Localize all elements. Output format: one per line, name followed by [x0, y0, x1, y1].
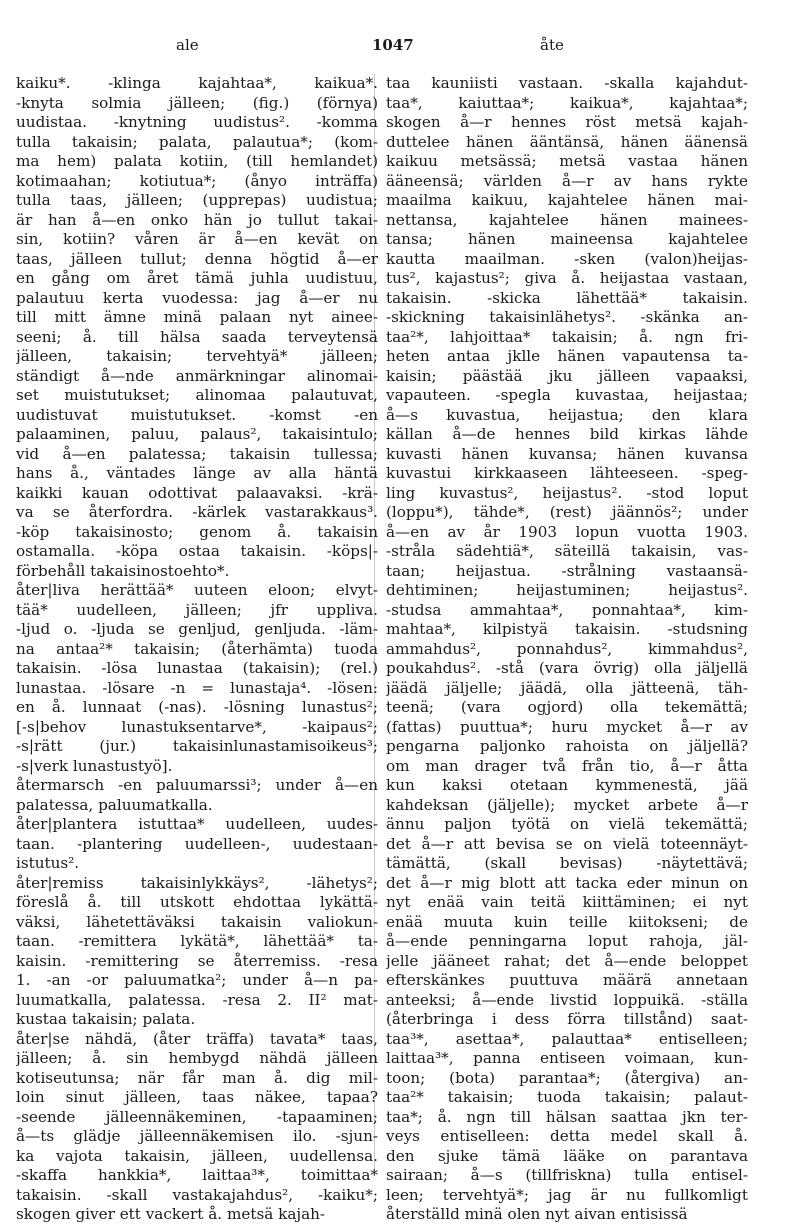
text-line: palatessa, paluumatkalla. [16, 795, 213, 814]
text-line: tämättä, (skall bevisas) -näytettävä; [386, 854, 748, 872]
text-line: tus², kajastus²; giva å. heijastaa vastaan, [386, 269, 748, 287]
text-line: lunastaa. -lösare -n = lunastaja⁴. -lösen: [16, 678, 378, 697]
text-line: istutus². [16, 854, 80, 872]
text-line: toon; (bota) parantaa*; (återgiva) an- [386, 1068, 748, 1087]
text-line: ma hem) palata kotiin, (till hemlandet) [16, 152, 378, 170]
text-line: uudistaa. -knytning uudistus². -komma [16, 113, 378, 131]
text-line: föreslå å. till utskott ehdottaa lykättä- [16, 893, 378, 911]
text-line: (återbringa i dess förra tillstånd) saat- [386, 1010, 748, 1028]
text-line: seeni; å. till hälsa saada terveytensä [16, 327, 378, 346]
header-right-guideword: åte [540, 36, 564, 54]
text-line: kaisin; päästää jku jälleen vapaaksi, [386, 366, 748, 385]
text-line: ännu paljon työtä on vielä tekemättä; [386, 815, 748, 833]
text-line: åter|plantera istuttaa* uudelleen, uudes- [16, 815, 378, 833]
text-line: är han å—en onko hän jo tullut takai- [16, 210, 378, 229]
text-line: å—en av år 1903 lopun vuotta 1903. [386, 522, 748, 541]
text-line: kahdeksan (jäljelle); mycket arbete å—r [386, 795, 748, 814]
text-line: -stråla sädehtiä*, säteillä takaisin, vas- [386, 542, 748, 560]
text-line: kautta maailman. -sken (valon)heijas- [386, 249, 748, 268]
text-line: kaikki kauan odottivat palaavaksi. -krä- [16, 483, 378, 502]
text-line: heten antaa jklle hänen vapautensa ta- [386, 347, 748, 365]
text-line: taan. -plantering uudelleen-, uudestaan- [16, 834, 378, 853]
text-line: ääneensä; världen å—r av hans rykte [386, 171, 748, 190]
text-line: taas, jälleen tullut; denna högtid å—er [16, 249, 378, 268]
text-line: duttelee hänen ääntänsä, hänen äänensä [386, 132, 748, 151]
text-line: åter|se nähdä, (åter träffa) tavata* taas, [16, 1029, 378, 1048]
text-line: jälleen, takaisin; tervehtyä* jälleen; [16, 347, 378, 365]
text-line: -knyta solmia jälleen; (fig.) (förnya) [16, 93, 378, 112]
text-line: den sjuke tämä lääke on parantava [386, 1146, 748, 1165]
text-line: väksi, lähetettäväksi takaisin valiokun- [16, 912, 378, 931]
text-line: palaaminen, paluu, palaus², takaisintulo; [16, 425, 378, 443]
text-line: 1. -an -or paluumatka²; under å—n pa- [16, 971, 378, 989]
text-line: jälleen; å. sin hembygd nähdä jälleen [16, 1049, 378, 1067]
text-line: takaisin. -lösa lunastaa (takaisin); (rel.) [16, 659, 378, 677]
text-line: (loppu*), tähde*, (rest) jäännös²; under [386, 503, 748, 521]
text-line: palautuu kerta vuodessa: jag å—er nu [16, 288, 378, 307]
text-line: (fattas) puuttua*; huru mycket å—r av [386, 717, 748, 736]
text-line: -seende jälleennäkeminen, -tapaaminen; [16, 1107, 378, 1126]
text-line: teenä; (vara ogjord) olla tekemättä; [386, 698, 748, 716]
text-line: en å. lunnaat (-nas). -lösning lunastus²; [16, 698, 378, 716]
text-line: taa²* takaisin; tuoda takaisin; palaut- [386, 1088, 748, 1106]
text-line: na antaa²* takaisin; (återhämta) tuoda [16, 639, 378, 658]
text-line: kuvasti hänen kuvansa; hänen kuvansa [386, 444, 748, 463]
text-line: set muistutukset; alinomaa palautuvat, [16, 386, 378, 404]
text-line: ka vajota takaisin, jälleen, uudellensa. [16, 1146, 378, 1165]
text-line: det å—r mig blott att tacka eder minun on [386, 873, 748, 892]
text-line: tulla takaisin; palata, palautua*; (kom- [16, 132, 378, 151]
text-line: tansa; hänen maineensa kajahtelee [386, 230, 748, 248]
text-line: leen; tervehtyä*; jag är nu fullkomligt [386, 1185, 748, 1204]
text-line: takaisin. -skall vastakajahdus², -kaiku*; [16, 1185, 378, 1204]
text-line: kustaa takaisin; palata. [16, 1010, 196, 1028]
text-line: loin sinut jälleen, taas näkee, tapaa? [16, 1088, 378, 1106]
text-line: -studsa ammahtaa*, ponnahtaa*, kim- [386, 600, 748, 619]
text-line: ammahdus², ponnahdus², kimmahdus², [386, 639, 748, 658]
text-line: ständigt å—nde anmärkningar alinomai- [16, 366, 378, 385]
text-line: taa³*, asettaa*, palauttaa* entiselleen; [386, 1029, 748, 1048]
text-line: taa*; å. ngn till hälsan saattaa jkn ter- [386, 1107, 748, 1126]
text-line: tulla taas, jälleen; (upprepas) uudistua; [16, 191, 378, 209]
page-header [0, 36, 792, 60]
text-line: laittaa³*, panna entiseen voimaan, kun- [386, 1049, 748, 1067]
text-line: veys entiselleen: detta medel skall å. [386, 1127, 748, 1145]
text-line: taa kauniisti vastaan. -skalla kajahdut- [386, 74, 748, 92]
text-line: till mitt ämne minä palaan nyt ainee- [16, 308, 378, 326]
text-line: förbehåll takaisinostoehto*. [16, 561, 230, 580]
text-line: uudistuvat muistutukset. -komst -en [16, 405, 378, 424]
text-line: kaiku*. -klinga kajahtaa*, kaikua*. [16, 74, 378, 92]
text-line: pengarna paljonko rahoista on jäljellä? [386, 737, 748, 755]
text-line: en gång om året tämä juhla uudistuu, [16, 269, 378, 287]
text-line: om man drager två från tio, å—r åtta [386, 756, 748, 775]
text-line: kuvastui kirkkaaseen lähteeseen. -speg- [386, 464, 748, 482]
text-line: kotimaahan; kotiutua*; (ånyo inträffa) [16, 171, 378, 190]
page-number: 1047 [372, 36, 414, 54]
text-line: kaikuu metsässä; metsä vastaa hänen [386, 152, 748, 170]
text-line: [-s|behov lunastuksentarve*, -kaipaus²; [16, 717, 378, 736]
text-line: sin, kotiin? våren är å—en kevät on [16, 230, 378, 248]
text-line: dehtiminen; heijastuminen; heijastus². [386, 581, 748, 599]
text-line: nyt enää vain teitä kiittäminen; ei nyt [386, 893, 748, 911]
right-column [386, 74, 748, 1225]
text-line: återmarsch -en paluumarssi³; under å—en [16, 776, 378, 794]
text-line: taan; heijastua. -strålning vastaansä- [386, 561, 748, 580]
text-line: mahtaa*, kilpistyä takaisin. -studsning [386, 620, 748, 638]
text-line: å—s kuvastua, heijastua; den klara [386, 405, 748, 424]
text-line: taan. -remittera lykätä*, lähettää* ta- [16, 932, 378, 950]
text-line: återställd minä olen nyt aivan entisissä [386, 1205, 688, 1223]
text-line: enää muuta kuin teille kiitokseni; de [386, 912, 748, 931]
text-line: -skickning takaisinlähetys². -skänka an- [386, 308, 748, 326]
text-line: jäädä jäljelle; jäädä, olla jätteenä, täh- [386, 678, 748, 697]
text-line: va se återfordra. -kärlek vastarakkaus³. [16, 503, 378, 521]
text-line: skogen giver ett vackert å. metsä kajah- [16, 1205, 326, 1223]
text-line: vid å—en palatessa; takaisin tullessa; [16, 444, 378, 463]
text-line: luumatkalla, palatessa. -resa 2. II² mat- [16, 990, 378, 1009]
text-line: å—ts glädje jälleennäkemisen ilo. -sjun- [16, 1127, 378, 1145]
text-line: -s|rätt (jur.) takaisinlunastamisoikeus³; [16, 737, 378, 755]
text-line: skogen å—r hennes röst metsä kajah- [386, 113, 748, 131]
text-line: maailma kaikuu, kajahtelee hänen mai- [386, 191, 748, 209]
text-line: takaisin. -skicka lähettää* takaisin. [386, 288, 748, 307]
text-line: det å—r att bevisa se on vielä toteennäyt- [386, 834, 748, 853]
text-line: -skaffa hankkia*, laittaa³*, toimittaa* [16, 1166, 378, 1184]
text-line: vapauteen. -spegla kuvastaa, heijastaa; [386, 386, 748, 404]
text-line: -köp takaisinosto; genom å. takaisin [16, 522, 378, 541]
text-line: poukahdus². -stå (vara övrig) olla jäljellä [386, 659, 748, 677]
text-line: jelle jääneet rahat; det å—ende beloppet [386, 951, 748, 970]
text-line: anteeksi; å—ende livstid loppuikä. -ställa [386, 990, 748, 1009]
text-line: -s|verk lunastustyö]. [16, 756, 173, 775]
text-line: -ljud o. -ljuda se genljud, genljuda. -läm- [16, 620, 378, 638]
text-line: nettansa, kajahtelee hänen mainees- [386, 210, 748, 229]
text-line: kaisin. -remittering se återremiss. -resa [16, 951, 378, 970]
text-line: hans å., väntades länge av alla häntä [16, 464, 378, 482]
text-line: kotiseutunsa; när får man å. dig mil- [16, 1068, 378, 1087]
text-line: ling kuvastus², heijastus². -stod loput [386, 483, 748, 502]
text-line: efterskänkes puuttuva määrä annetaan [386, 971, 748, 989]
left-column [16, 74, 378, 1225]
text-line: åter|liva herättää* uuteen eloon; elvyt- [16, 581, 378, 599]
text-line: ostamalla. -köpa ostaa takaisin. -köps|- [16, 542, 378, 560]
text-line: kun kaksi otetaan kymmenestä, jää [386, 776, 748, 794]
text-line: åter|remiss takaisinlykkäys², -lähetys²; [16, 873, 378, 892]
text-line: å—ende penningarna loput rahoja, jäl- [386, 932, 748, 950]
text-line: källan å—de hennes bild kirkas lähde [386, 425, 748, 443]
header-left-guideword: ale [176, 36, 199, 54]
text-line: tää* uudelleen, jälleen; jfr uppliva. [16, 600, 378, 619]
text-line: taa²*, lahjoittaa* takaisin; å. ngn fri- [386, 327, 748, 346]
text-line: taa*, kaiuttaa*; kaikua*, kajahtaa*; [386, 93, 748, 112]
text-line: sairaan; å—s (tillfriskna) tulla entisel- [386, 1166, 748, 1184]
